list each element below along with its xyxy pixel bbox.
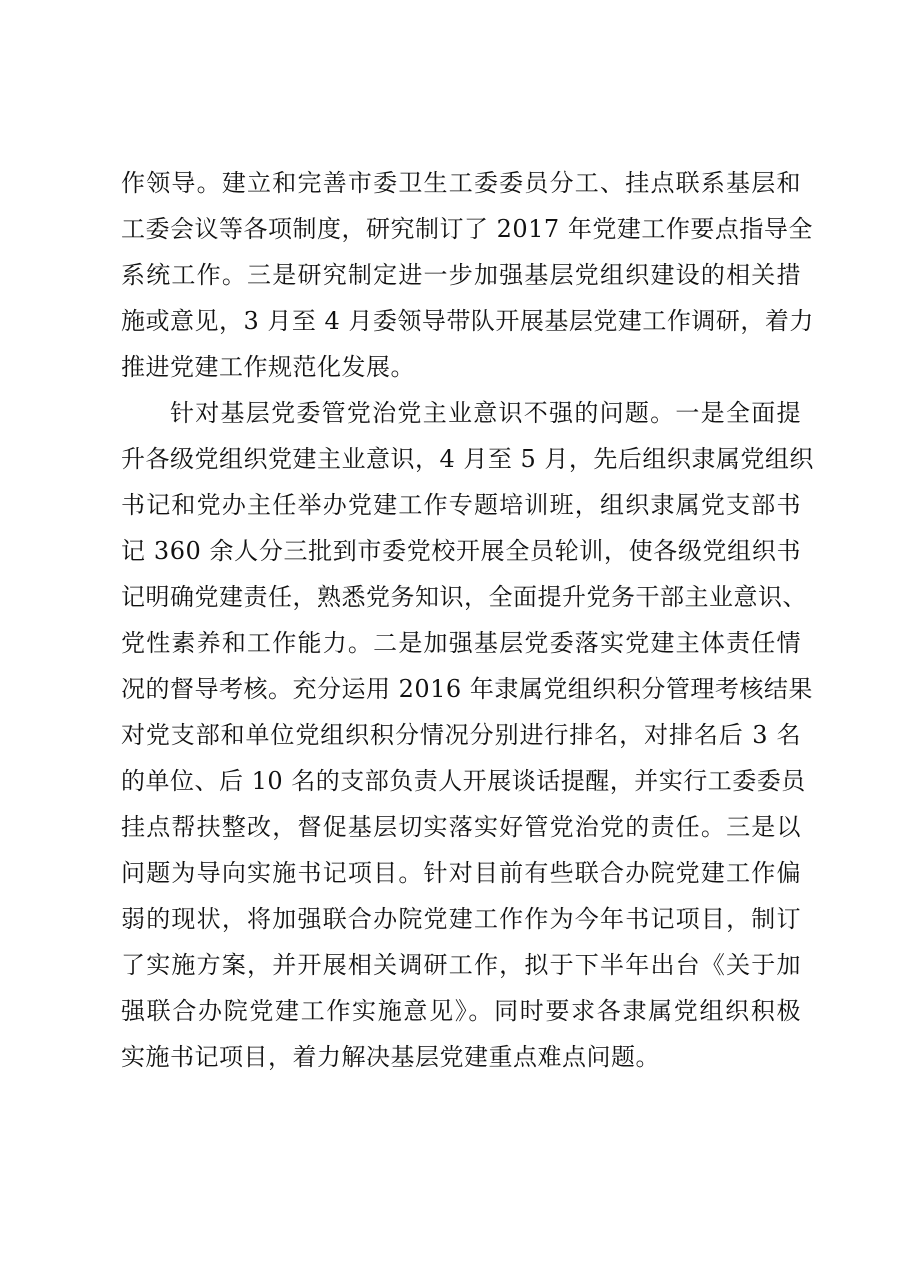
text-line: 作领导。建立和完善市委卫生工委委员分工、挂点联系基层和	[121, 169, 801, 197]
text-line: 挂点帮扶整改，督促基层切实落实好管党治党的责任。三是以	[121, 813, 801, 841]
document-body	[121, 160, 814, 1080]
paragraph-1	[121, 160, 814, 390]
text-line: 对党支部和单位党组织积分情况分别进行排名，对排名后 3 名	[121, 721, 801, 749]
text-line: 推进党建工作规范化发展。	[121, 353, 415, 381]
text-line: 施或意见，3 月至 4 月委领导带队开展基层党建工作调研，着力	[121, 307, 814, 335]
paragraph-2	[121, 390, 814, 1080]
text-line: 的单位、后 10 名的支部负责人开展谈话提醒，并实行工委委员	[121, 767, 806, 795]
text-line: 弱的现状，将加强联合办院党建工作作为今年书记项目，制订	[121, 905, 801, 933]
text-line: 强联合办院党建工作实施意见》。同时要求各隶属党组织积极	[121, 997, 801, 1025]
text-line: 系统工作。三是研究制定进一步加强基层党组织建设的相关措	[121, 261, 801, 289]
text-line: 记 360 余人分三批到市委党校开展全员轮训，使各级党组织书	[121, 537, 801, 565]
text-line: 书记和党办主任举办党建工作专题培训班，组织隶属党支部书	[121, 491, 801, 519]
text-line: 针对基层党委管党治党主业意识不强的问题。一是全面提	[170, 399, 801, 427]
text-line: 工委会议等各项制度，研究制订了 2017 年党建工作要点指导全	[121, 215, 813, 243]
text-line: 问题为导向实施书记项目。针对目前有些联合办院党建工作偏	[121, 859, 801, 887]
text-line: 况的督导考核。充分运用 2016 年隶属党组织积分管理考核结果	[121, 675, 813, 703]
text-line: 实施书记项目，着力解决基层党建重点难点问题。	[121, 1043, 660, 1071]
text-line: 党性素养和工作能力。二是加强基层党委落实党建主体责任情	[121, 629, 801, 657]
text-line: 了实施方案，并开展相关调研工作，拟于下半年出台《关于加	[121, 951, 801, 979]
text-line: 记明确党建责任，熟悉党务知识，全面提升党务干部主业意识、	[121, 583, 807, 611]
text-line: 升各级党组织党建主业意识，4 月至 5 月，先后组织隶属党组织	[121, 445, 814, 473]
